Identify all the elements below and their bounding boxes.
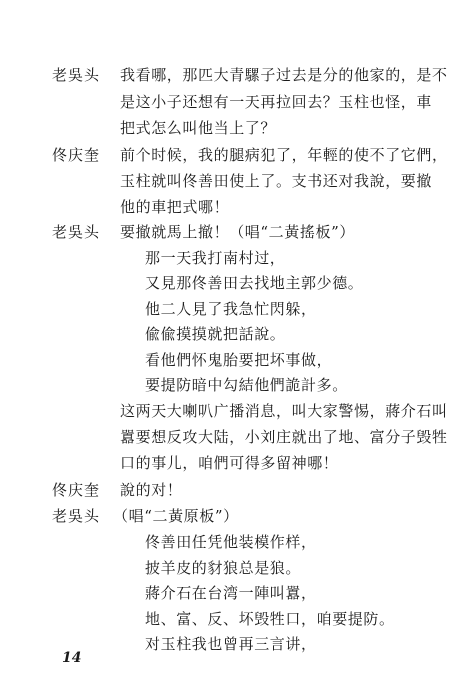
verse-line: 佟善田任凭他装模作样， [145,533,317,551]
dialogue-line: 这两天大喇叭广播消息，叫大家警惕，蔣介石叫 [120,402,448,420]
dialogue-line: 口的事儿，咱們可得多留神哪！ [120,454,339,472]
page-number: 14 [62,650,82,666]
dialogue-line: 他的車把式哪！ [120,198,230,216]
verse-line: 又見那佟善田去找地主郭少德。 [145,274,364,292]
verse-line: 地、富、反、坏毁牲口，咱要提防。 [145,610,395,628]
dialogue-line: 玉柱就叫佟善田使上了。支书还对我說，要撤 [120,172,433,190]
dialogue-line: 把式怎么叫他当上了？ [120,119,277,137]
verse-line: 他二人見了我急忙閃躲， [145,300,317,318]
speaker-label: 老吳头 [52,66,101,84]
dialogue-line: 是这小子还想有一天再拉回去？玉柱也怪，車 [120,93,433,111]
verse-line: 要提防暗中勾結他們詭計多。 [145,376,348,394]
speaker-label: 佟庆奎 [52,146,101,164]
verse-line: 那一天我打南村过， [145,249,286,267]
dialogue-line: 前个时候，我的腿病犯了，年輕的使不了它們， [120,146,448,164]
verse-line: 偸偸摸摸就把話說。 [145,325,286,343]
dialogue-line: 我看哪，那匹大青騾子过去是分的他家的，是不 [120,66,448,84]
dialogue-line: 囂要想反攻大陆，小刘庄就出了地、富分子毁牲 [120,428,448,446]
verse-line: 看他們怀鬼胎要把坏事做， [145,351,333,369]
verse-line: 蔣介石在台湾一陣叫囂， [145,584,317,602]
speaker-label: 老吳头 [52,223,101,241]
dialogue-line: （唱“二黃原板”） [113,507,239,525]
verse-line: 披羊皮的豺狼总是狼。 [145,559,302,577]
dialogue-line: 要撤就馬上撤！（唱“二黃搖板”） [120,223,355,241]
speaker-label: 老吳头 [52,507,101,525]
speaker-label: 佟庆奎 [52,481,101,499]
verse-line: 对玉柱我也曾再三言讲， [145,635,317,653]
dialogue-line: 說的对！ [120,481,183,499]
